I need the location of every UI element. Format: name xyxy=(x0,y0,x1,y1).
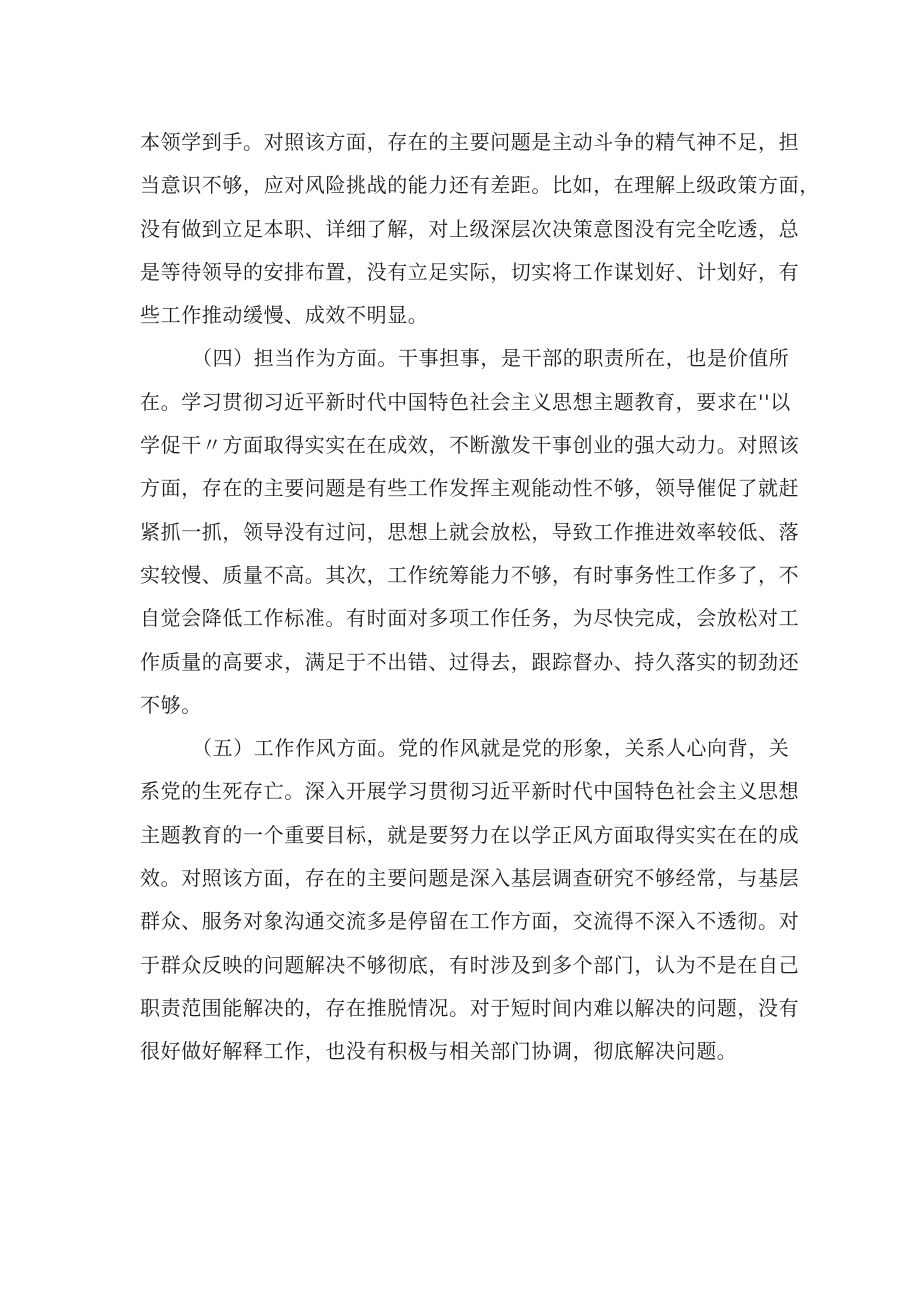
text-line: 当意识不够，应对风险挑战的能力还有差距。比如，在理解上级政策方面， xyxy=(140,173,820,198)
text-line: 职责范围能解决的，存在推脱情况。对于短时间内难以解决的问题，没有 xyxy=(140,995,800,1020)
text-line: 不够。 xyxy=(140,692,202,717)
text-line: 主题教育的一个重要目标，就是要努力在以学正风方面取得实实在在的成 xyxy=(140,822,800,847)
text-line: （五）工作作风方面。党的作风就是党的形象，关系人心向背，关 xyxy=(192,736,790,761)
text-line: 没有做到立足本职、详细了解，对上级深层次决策意图没有完全吃透，总 xyxy=(140,216,800,241)
text-line: 实较慢、质量不高。其次，工作统筹能力不够，有时事务性工作多了，不 xyxy=(140,562,800,587)
text-line: 在。学习贯彻习近平新时代中国特色社会主义思想主题教育，要求在''以 xyxy=(140,389,791,414)
text-line: 系党的生死存亡。深入开展学习贯彻习近平新时代中国特色社会主义思想 xyxy=(140,779,800,804)
text-line: 群众、服务对象沟通交流多是停留在工作方面，交流得不深入不透彻。对 xyxy=(140,909,800,934)
text-line: 紧抓一抓，领导没有过问，思想上就会放松，导致工作推进效率较低、落 xyxy=(140,519,800,544)
text-line: （四）担当作为方面。干事担事，是干部的职责所在，也是价值所 xyxy=(192,346,790,371)
text-line: 方面，存在的主要问题是有些工作发挥主观能动性不够，领导催促了就赶 xyxy=(140,476,800,501)
text-line: 些工作推动缓慢、成效不明显。 xyxy=(140,303,429,328)
text-line: 是等待领导的安排布置，没有立足实际，切实将工作谋划好、计划好，有 xyxy=(140,259,800,284)
paragraph-continuation xyxy=(140,121,820,337)
text-line: 自觉会降低工作标准。有时面对多项工作任务，为尽快完成，会放松对工 xyxy=(140,606,800,631)
document-body xyxy=(140,121,820,1074)
text-line: 作质量的高要求，满足于不出错、过得去，跟踪督办、持久落实的韧劲还 xyxy=(140,649,800,674)
text-line: 效。对照该方面，存在的主要问题是深入基层调查研究不够经常，与基层 xyxy=(140,866,800,891)
text-line: 很好做好解释工作，也没有积极与相关部门协调，彻底解决问题。 xyxy=(140,1039,738,1064)
text-line: 本领学到手。对照该方面，存在的主要问题是主动斗争的精气神不足，担 xyxy=(140,130,800,154)
paragraph-section-five xyxy=(140,727,800,1073)
text-line: 于群众反映的问题解决不够彻底，有时涉及到多个部门，认为不是在自己 xyxy=(140,952,800,977)
text-line: 学促干〃方面取得实实在在成效，不断激发干事创业的强大动力。对照该 xyxy=(140,433,800,458)
paragraph-section-four xyxy=(140,337,800,727)
